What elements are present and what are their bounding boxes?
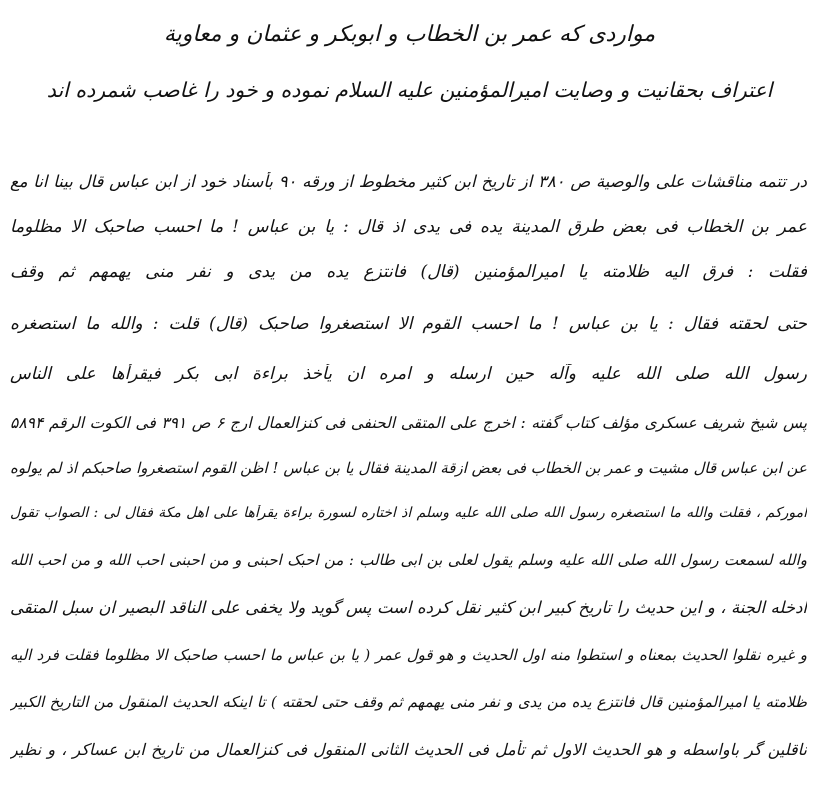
text-line: ظلامته یا امیرالمؤمنین قال فانتزع یده من یدی و نفر منی یهمهم ثم وقف حتی لحقته ) تا اینکه الحدیث المنقول من التاریخ الکبیر [10,693,807,711]
text-line: و غیره نقلوا الحدیث بمعناه و استطوا منه اول الحدیث و هو قول عمر ( یا بن عباس ما احسب صاحبک الا مظلوما فقلت فرد الیه [10,646,807,664]
text-line: ادخله الجنة ، و این حدیث را تاریخ کبیر ابن کثیر نقل کرده است پس گوید ولا یخفی علی الناقد البصیر ان سبل المتقی [10,598,807,617]
text-line: فقلت : فرق الیه ظلامته یا امیرالمؤمنین (قال) فانتزع یده من یدی و نفر منی یهمهم ثم وقف [10,262,807,282]
text-line: عمر بن الخطاب فی بعض طرق المدینة یده فی یدی اذ قال : یا بن عباس ! ما احسب صاحبک الا مظلوما [10,217,807,237]
text-line: ناقلین گر باواسطه و هو الحدیث الاول ثم تأمل فی الحدیث الثانی المنقول فی کنزالعمال من تاریخ ابن عساکر ، و نظیر [10,740,807,759]
text-line: پس شیخ شریف عسکری مؤلف کتاب گفته : اخرج علی المتقی الحنفی فی کنزالعمال ارج ۶ ص ۳۹۱ فی الکوت الرقم ۵۸۹۴ [10,414,807,432]
heading-line-1: مواردی که عمر بن الخطاب و ابوبکر و عثمان و معاویة [163,22,656,47]
text-line: رسول الله صلی الله علیه وآله حین ارسله و امره ان یأخذ براءة ابی بکر فیقرأها علی الناس [10,364,807,384]
heading-line-2: اعتراف بحقانیت و وصایت امیرالمؤمنین علیه السلام نموده و خود را غاصب شمرده اند [46,78,773,102]
text-line: امورکم ، فقلت والله ما استصغره رسول الله صلی الله علیه وسلم اذ اختاره لسورة براءة یقرأها علی اهل مکة فقال لی : الصواب تقول [10,505,807,521]
text-line: حتی لحقته فقال : یا بن عباس ! ما احسب القوم الا استصغروا صاحبک (قال) قلت : والله ما استصغره [10,314,807,334]
text-line: در تتمه مناقشات علی والوصیة ص ۳۸۰ از تاریخ ابن کثیر مخطوط از ورقه ۹۰ بأسناد خود از ابن عباس قال بینا انا مع [10,172,807,191]
text-line: عن ابن عباس قال مشیت و عمر بن الخطاب فی بعض ازقة المدینة فقال یا بن عباس ! اظن القوم استصغروا صاحبکم اذ لم یولوه [10,459,807,477]
text-line: والله لسمعت رسول الله صلی الله علیه وسلم یقول لعلی بن ابی طالب : من احبک احبنی و من احبنی احب الله و من احب الله [10,551,807,569]
